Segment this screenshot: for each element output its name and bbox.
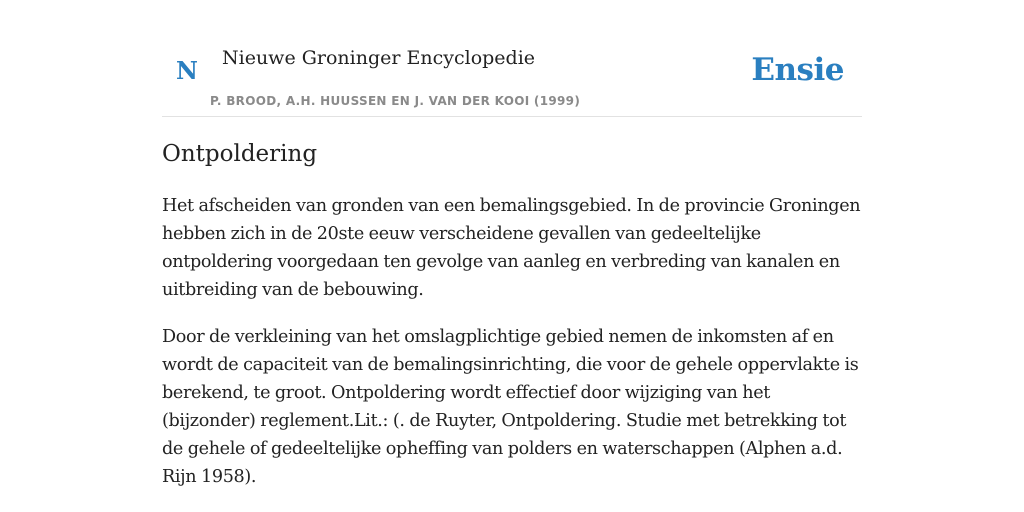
encyclopedia-title-link[interactable]: Nieuwe Groninger Encyclopedie [222,47,536,69]
encyclopedia-header [162,40,862,117]
encyclopedia-authors: P. BROOD, A.H. HUUSSEN EN J. VAN DER KOOI (1999) [210,94,581,108]
entry-paragraph: Het afscheiden van gronden van een bemalingsgebied. In de provincie Groningen hebben zich in de 20ste eeuw verscheidene gevallen van gedeeltelijke ontpoldering voorgedaan ten gevolge van aanleg en verbreding van kanalen en uitbreiding van de bebouwing. [162,196,861,300]
entry-body [162,192,862,491]
entry-title: Ontpoldering [162,141,318,167]
entry-paragraph: Door de verkleining van het omslagplichtige gebied nemen de inkomsten af en wordt de capaciteit van de bemalingsinrichting, die voor de gehele oppervlakte is berekend, te groot. Ontpoldering wordt effectief door wijziging van het (bijzonder) reglement.Lit.: (. de Ruyter, Ontpoldering. Studie met betrekking tot de gehele of gedeeltelijke opheffing van polders en waterschappen (Alphen a.d. Rijn 1958). [162,327,859,487]
entry-article [162,138,862,491]
ensie-brand-logo[interactable]: Ensie [751,52,844,88]
encyclopedia-logo-letter[interactable]: N [176,56,198,85]
